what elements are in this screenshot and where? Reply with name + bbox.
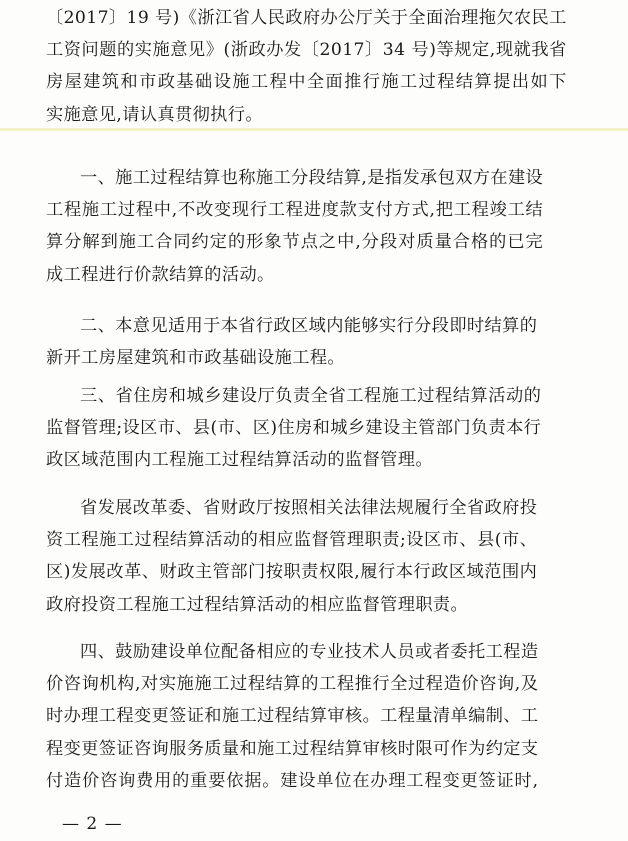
text-line: 新开工房屋建筑和市政基础设施工程。 bbox=[46, 348, 345, 369]
paragraph-section-3 bbox=[46, 380, 541, 477]
text-line: 四、鼓励建设单位配备相应的专业技术人员或者委托工程造 bbox=[80, 642, 539, 662]
text-line: 实施意见,请认真贯彻执行。 bbox=[46, 104, 263, 125]
text-line: 资工程施工过程结算活动的相应监督管理职责;设区市、县(市、 bbox=[46, 530, 538, 551]
paragraph-section-3b bbox=[46, 492, 537, 621]
paragraph-section-4 bbox=[46, 636, 538, 797]
text-line: 监督管理;设区市、县(市、区)住房和城乡建设主管部门负责本行 bbox=[46, 418, 542, 439]
text-line: 省发展改革委、省财政厅按照相关法律法规履行全省政府投 bbox=[80, 498, 538, 518]
paragraph-section-1 bbox=[46, 162, 543, 291]
text-line: 时办理工程变更签证和施工过程结算审核。工程量清单编制、工 bbox=[46, 706, 539, 727]
text-line: 区)发展改革、财政主管部门按职责权限,履行本行政区域范围内 bbox=[46, 562, 538, 583]
page-number: — 2 — bbox=[62, 814, 123, 834]
text-line: 程变更签证咨询服务质量和施工过程结算审核时限可作为约定支 bbox=[46, 738, 539, 759]
text-line: 政区域范围内工程施工过程结算活动的监督管理。 bbox=[46, 450, 433, 471]
text-line: 成工程进行价款结算的活动。 bbox=[46, 264, 275, 285]
text-line: 房屋建筑和市政基础设施工程中全面推行施工过程结算提出如下 bbox=[46, 72, 567, 93]
text-line: 二、本意见适用于本省行政区域内能够实行分段即时结算的 bbox=[80, 316, 538, 336]
paragraph-section-2 bbox=[46, 310, 537, 374]
text-line: 工程施工过程中,不改变现行工程进度款支付方式,把工程竣工结 bbox=[46, 200, 544, 221]
text-line: 算分解到施工合同约定的形象节点之中,分段对质量合格的已完 bbox=[46, 232, 544, 253]
text-line: 三、省住房和城乡建设厅负责全省工程施工过程结算活动的 bbox=[80, 386, 542, 406]
text-line: 付造价咨询费用的重要依据。建设单位在办理工程变更签证时, bbox=[46, 770, 539, 791]
text-line: 工资问题的实施意见》(浙政办发〔2017〕34 号)等规定,现就我省 bbox=[46, 40, 567, 61]
text-line: 一、施工过程结算也称施工分段结算,是指发承包双方在建设 bbox=[80, 168, 544, 188]
text-line: 〔2017〕19 号)《浙江省人民政府办公厅关于全面治理拖欠农民工 bbox=[46, 8, 567, 28]
paragraph-intro bbox=[46, 2, 567, 131]
text-line: 政府投资工程施工过程结算活动的相应监督管理职责。 bbox=[46, 594, 469, 615]
text-line: 价咨询机构,对实施施工过程结算的工程推行全过程造价咨询,及 bbox=[46, 674, 539, 695]
